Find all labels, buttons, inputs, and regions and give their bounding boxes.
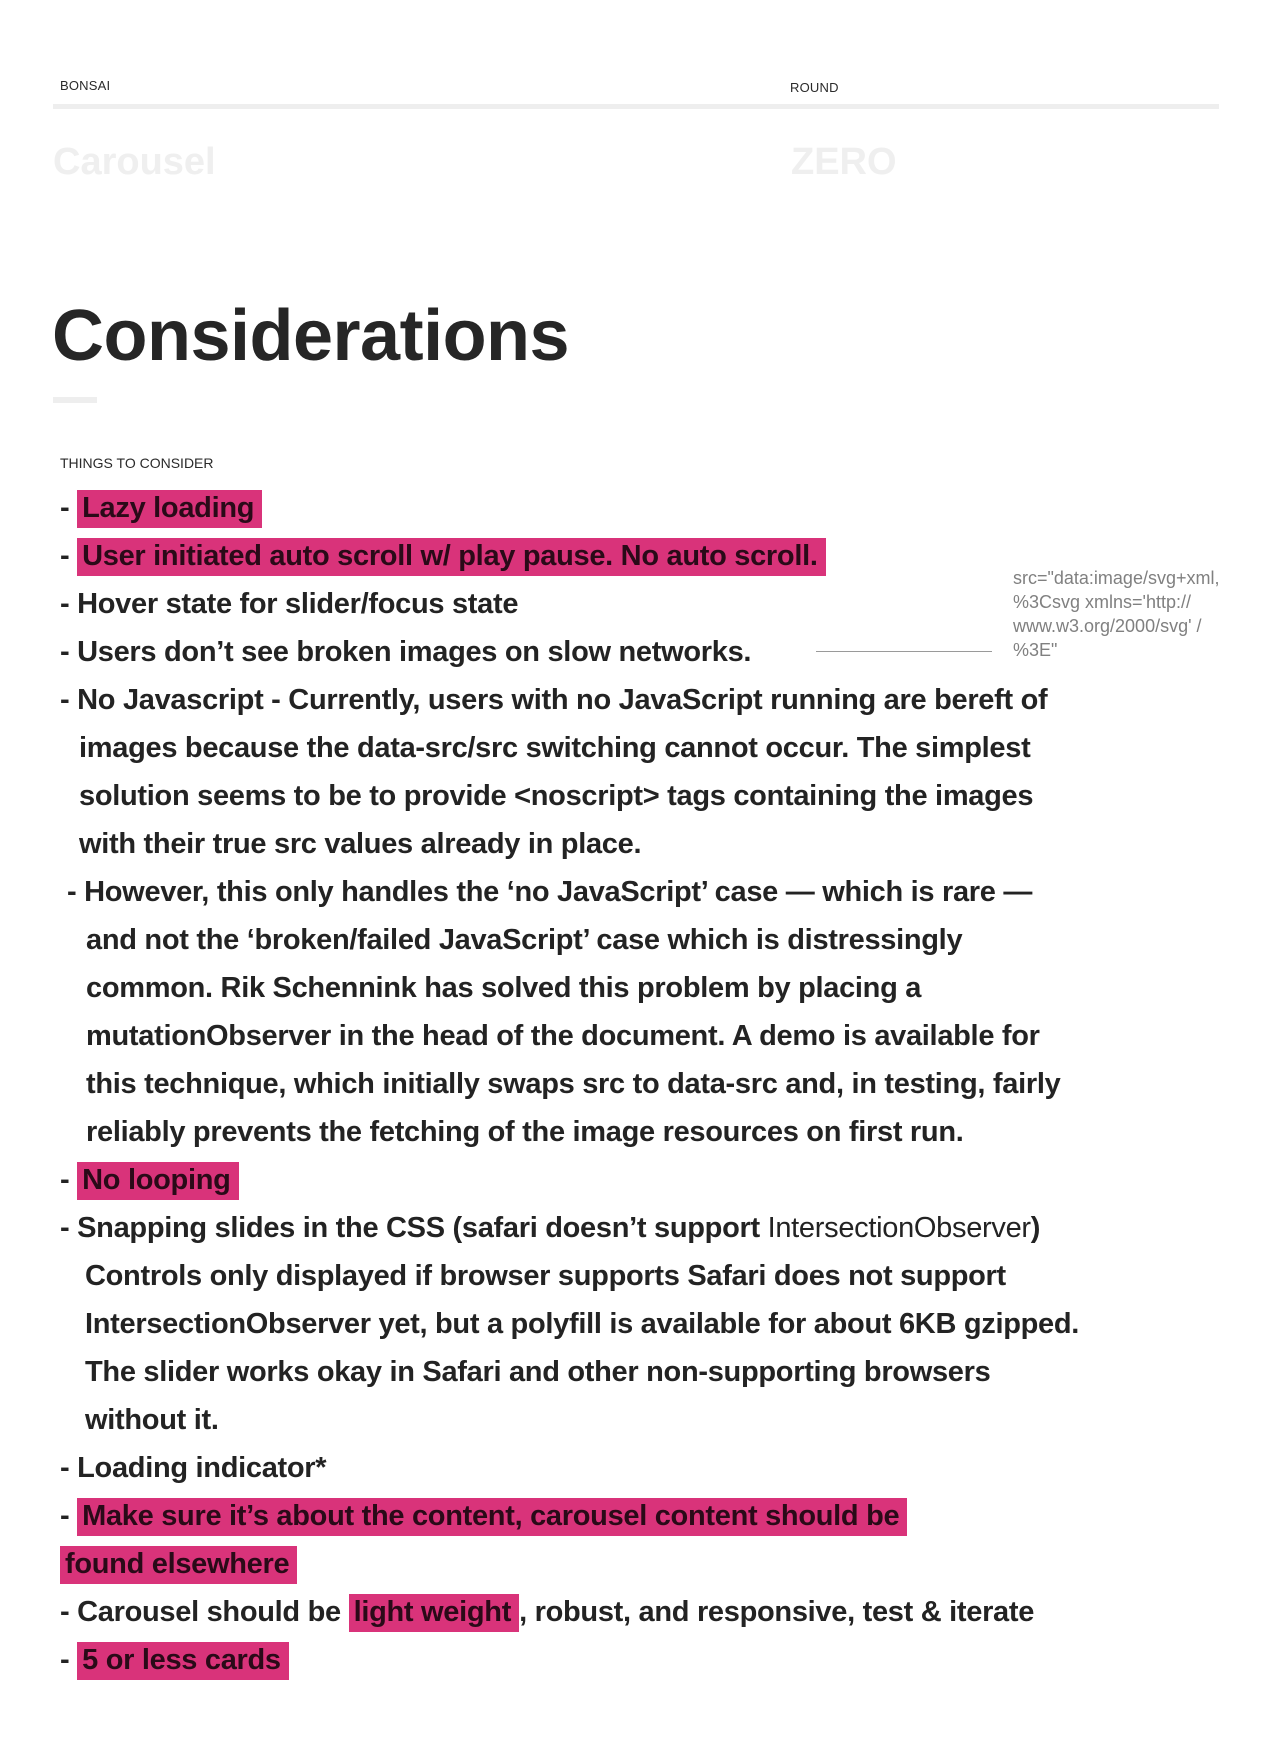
highlighted-text: No looping [77,1162,238,1200]
list-item: - No looping [60,1156,1080,1204]
highlighted-text: Lazy loading [77,490,262,528]
header-label-round: ROUND [790,80,839,95]
section-label: THINGS TO CONSIDER [60,455,214,471]
header-divider [53,104,1219,109]
page-title: Considerations [52,296,570,376]
item-text: ) Controls only displayed if browser supports Safari does not support IntersectionObserver yet, but a polyfill is available for about 6KB gzipped. The slider works okay in Safari and other non-supporting browsers without it. [85,1212,1080,1436]
highlighted-text: Make sure it’s about the content, carousel content should be found elsewhere [60,1498,907,1584]
annotation-connector-line [816,651,992,652]
considerations-list [60,484,1080,1684]
item-text: Loading indicator* [77,1452,327,1484]
list-item: - No Javascript - Currently, users with no JavaScript running are bereft of images because the data-src/src switching cannot occur. The simplest solution seems to be to provide <noscript> tags containing the images with their true src values already in place. [60,684,1048,860]
list-item: - Loading indicator* [60,1452,327,1484]
highlighted-text: User initiated auto scroll w/ play pause. No auto scroll. [77,538,825,576]
highlighted-text: 5 or less cards [77,1642,289,1680]
header-title-carousel: Carousel [53,141,216,183]
item-text-light: IntersectionObserver [767,1212,1031,1244]
list-item: - Hover state for slider/focus state [60,588,519,620]
item-text: , robust, and responsive, test & iterate [519,1596,1035,1628]
item-text: Carousel should be [77,1596,349,1628]
side-annotation: src="data:image/svg+xml, %3Csvg xmlns='http:// www.w3.org/2000/svg' / %3E" [1013,568,1220,660]
item-text: No Javascript - Currently, users with no JavaScript running are bereft of images because the data-src/src switching cannot occur. The simplest solution seems to be to provide <noscript> tags containing the images with their true src values already in place. [77,684,1048,860]
item-text: Hover state for slider/focus state [77,588,519,620]
list-item: - Make sure it’s about the content, carousel content should be found elsewhere [60,1492,960,1588]
item-text: Users don’t see broken images on slow networks. [77,636,752,668]
list-item: - Snapping slides in the CSS (safari doesn’t support IntersectionObserver) Controls only displayed if browser supports Safari does not support IntersectionObserver yet, but a polyfill is available for about 6KB gzipped. The slider works okay in Safari and other non-supporting browsers without it. [60,1212,1080,1436]
list-item: - Lazy loading [60,484,1080,532]
list-item: - However, this only handles the ‘no JavaScript’ case — which is rare — and not the ‘broken/failed JavaScript’ case which is distressingly common. Rik Schennink has solved this problem by placing a mutationObserver in the head of the document. A demo is available for this technique, which initially swaps src to data-src and, in testing, fairly reliably prevents the fetching of the image resources on first run. [67,876,1061,1148]
highlighted-text: light weight [349,1594,520,1632]
list-item: - Users don’t see broken images on slow networks. [60,636,752,668]
item-text: However, this only handles the ‘no JavaScript’ case — which is rare — and not the ‘broken/failed JavaScript’ case which is distressingly common. Rik Schennink has solved this problem by placing a mutationObserver in the head of the document. A demo is available for this technique, which initially swaps src to data-src and, in testing, fairly reliably prevents the fetching of the image resources on first run. [84,876,1061,1148]
title-underline [53,397,97,403]
header-label-bonsai: BONSAI [60,78,111,93]
list-item: - User initiated auto scroll w/ play pause. No auto scroll. [60,532,1080,580]
list-item: - 5 or less cards [60,1636,1080,1684]
list-item: - Carousel should be light weight , robust, and responsive, test & iterate [60,1588,1080,1636]
header-title-zero: ZERO [791,141,897,183]
item-text: Snapping slides in the CSS (safari doesn’t support [77,1212,760,1244]
